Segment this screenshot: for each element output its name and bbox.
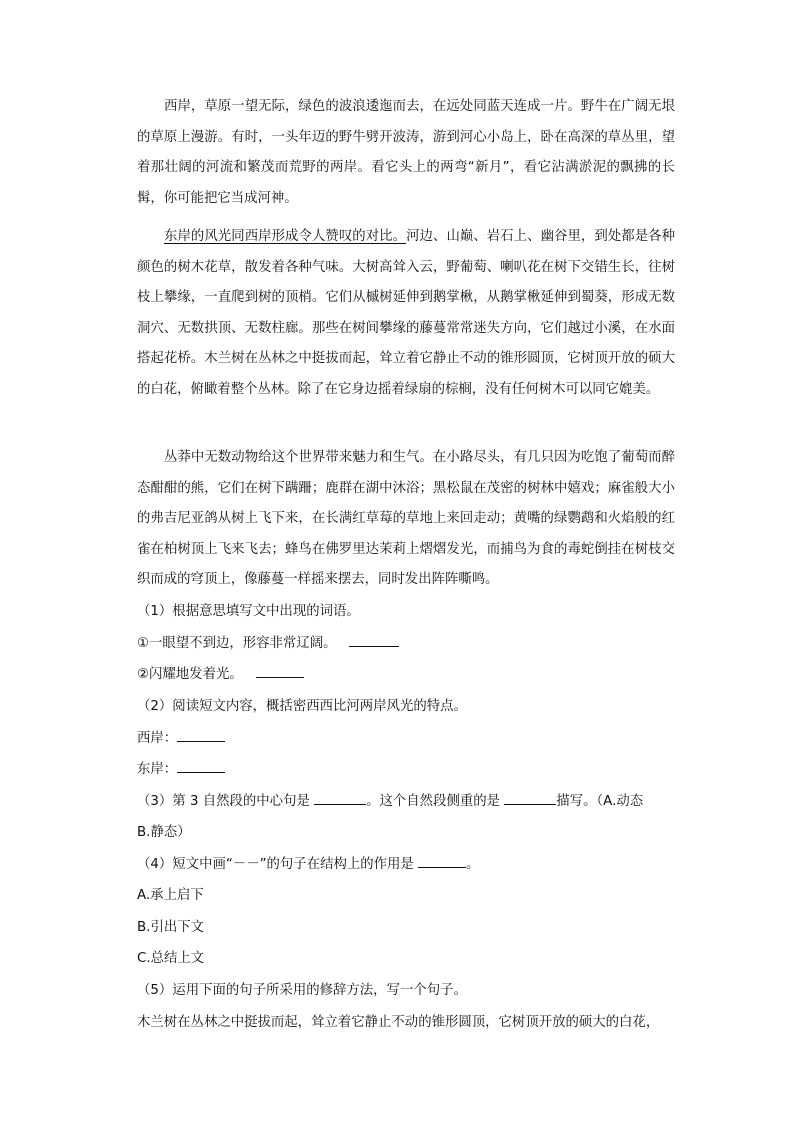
question-3-text-2: 。这个自然段侧重的是 [366, 794, 501, 809]
answer-blank-west[interactable] [177, 729, 225, 742]
question-4-period: 。 [466, 857, 480, 872]
question-1a-text: ①一眼望不到边，形容非常辽阔。 [137, 636, 337, 651]
west-bank-label: 西岸： [137, 731, 178, 746]
question-4-option-b [137, 918, 204, 938]
question-3-option-b: B.静态） [137, 825, 191, 840]
answer-blank-1b[interactable] [256, 665, 304, 678]
question-1-text: （1）根据意思填写文中出现的词语。 [137, 604, 360, 619]
option-b-text: B.引出下文 [137, 920, 205, 935]
question-5-text: （5）运用下面的句子所采用的修辞方法，写一个句子。 [137, 983, 467, 998]
question-2-text: （2）阅读短文内容，概括密西西比河两岸风光的特点。 [137, 699, 467, 714]
paragraph-west-bank [137, 92, 675, 214]
question-3-text-1: （3）第 3 自然段的中心句是 [137, 794, 310, 809]
question-1b [137, 665, 304, 685]
question-1a [137, 634, 399, 654]
paragraph-west-bank-text: 西岸，草原一望无际，绿色的波浪逶迤而去，在远处同蓝天连成一片。野牛在广阔无垠的草原上漫游。有时，一头年迈的野牛劈开波涛，游到河心小岛上，卧在高深的草丛里，望着那壮阔的河流和繁茂而荒野的两岸。看它头上的两弯“新月”，看它沾满淤泥的飘拂的长髯，你可能把它当成河神。 [137, 99, 675, 206]
question-5 [137, 981, 467, 1001]
paragraph-animals [137, 443, 675, 596]
question-4-text: （4）短文中画“－－”的句子在结构上的作用是 [137, 857, 414, 872]
answer-blank-3a[interactable] [314, 792, 366, 805]
question-3 [137, 792, 643, 812]
answer-blank-east[interactable] [177, 760, 225, 773]
question-2-east [137, 760, 225, 780]
answer-blank-3b[interactable] [504, 792, 556, 805]
question-2-west [137, 729, 225, 749]
question-4 [137, 855, 479, 875]
question-1 [137, 602, 360, 622]
answer-blank-1a[interactable] [349, 634, 399, 647]
option-c-text: C.总结上文 [137, 951, 205, 966]
question-1b-text: ②闪耀地发着光。 [137, 667, 243, 682]
question-4-option-a [137, 886, 204, 906]
paragraph-east-bank [137, 222, 675, 405]
answer-blank-4[interactable] [418, 855, 466, 868]
option-a-text: A.承上启下 [137, 888, 204, 903]
underlined-sentence: 东岸的风光同西岸形成令人赞叹的对比。 [164, 229, 407, 244]
question-5-sentence-text: 木兰树在丛林之中挺拔而起，耸立着它静止不动的锥形圆顶，它树顶开放的硕大的白花， [137, 1015, 660, 1030]
paragraph-animals-text: 丛莽中无数动物给这个世界带来魅力和生气。在小路尽头，有几只因为吃饱了葡萄而醉态酣酣的熊，它们在树下蹒跚；鹿群在湖中沐浴；黑松鼠在茂密的树林中嬉戏；麻雀般大小的弗吉尼亚鸽从树上飞下来，在长满红草莓的草地上来回走动；黄嘴的绿鹦鹉和火焰般的红雀在柏树顶上飞来飞去；蜂鸟在佛罗里达茉莉上熠熠发光，而捕鸟为食的毒蛇倒挂在树枝交织而成的穹顶上，像藤蔓一样摇来摆去，同时发出阵阵嘶鸣。 [137, 450, 675, 587]
question-3-line2 [137, 823, 191, 843]
question-5-sentence [137, 1013, 677, 1033]
paragraph-east-bank-text: 河边、山巅、岩石上、幽谷里，到处都是各种颜色的树木花草，散发着各种气味。大树高耸入云，野葡萄、喇叭花在树下交错生长，往树枝上攀缘，一直爬到树的顶梢。它们从槭树延伸到鹅掌楸，从鹅掌楸延伸到蜀葵，形成无数洞穴、无数拱顶、无数柱廊。那些在树间攀缘的藤蔓常常迷失方向，它们越过小溪，在水面搭起花桥。木兰树在丛林之中挺拔而起，耸立着它静止不动的锥形圆顶，它树顶开放的硕大的白花，俯瞰着整个丛林。除了在它身边摇着绿扇的棕榈，没有任何树木可以同它媲美。 [137, 229, 676, 397]
question-4-option-c [137, 949, 204, 969]
question-2 [137, 697, 467, 717]
question-3-text-3: 描写。（A.动态 [556, 794, 644, 809]
east-bank-label: 东岸： [137, 762, 178, 777]
